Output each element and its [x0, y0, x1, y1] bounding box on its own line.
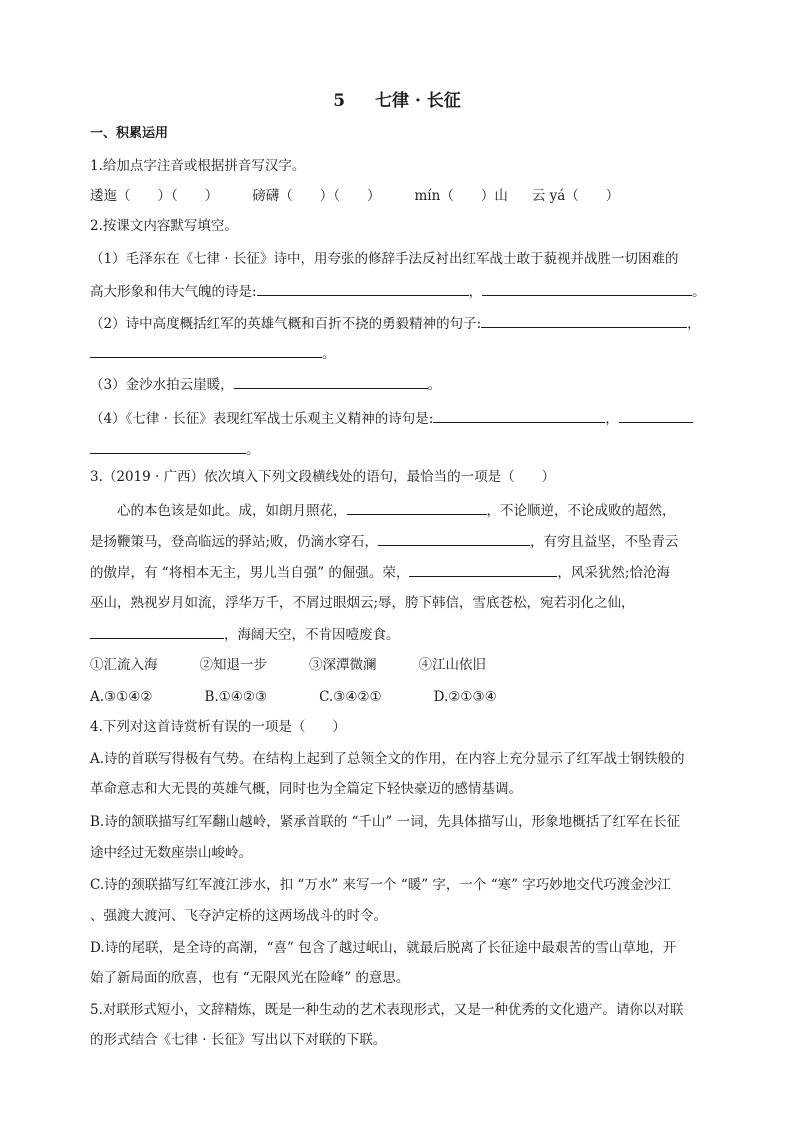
- q2-p2-line2: [90, 343, 710, 364]
- punct: 。: [427, 377, 442, 393]
- option-item: ①汇流入海: [90, 657, 158, 673]
- punct: 。: [692, 284, 706, 300]
- q4-option-b-line2: 途中经过无数座崇山峻岭。: [90, 845, 252, 861]
- q1-item-2: 磅礴（ ）（ ）: [252, 188, 381, 204]
- q3-text: 是扬鞭策马，登高临远的驿站;败，仍滴水穿石，: [90, 534, 379, 550]
- section-heading: 一、积累运用: [90, 126, 169, 141]
- q3-passage-line1: [90, 500, 710, 521]
- q5-stem-line2: 的形式结合《七律 · 长征》写出以下对联的下联。: [90, 1032, 387, 1048]
- q4-option-a-line2: 革命意志和大无畏的英雄气概，同时也为全篇定下轻快豪迈的感情基调。: [90, 781, 522, 797]
- q4-option-b-line1[interactable]: B.诗的颔联描写红军翻山越岭，紧承首联的 “千山” 一词，先具体描写山，形象地概括了红军在长征: [90, 814, 681, 830]
- q5-stem-line1: 5.对联形式短小，文辞精炼，既是一种生动的艺术表现形式，又是一种优秀的文化遗产。请你以对联: [90, 1002, 684, 1018]
- answer-blank[interactable]: [234, 374, 428, 389]
- punct: ，: [468, 284, 483, 300]
- q3-stem: 3.（2019 · 广西）依次填入下列文段横线处的语句，最恰当的一项是（ ）: [90, 469, 556, 485]
- answer-blank[interactable]: [481, 313, 687, 328]
- q3-text: ，海阔天空，不肯因噎废食。: [224, 627, 400, 643]
- punct: ，: [605, 411, 619, 427]
- q1-items: [90, 186, 710, 206]
- punct: 。: [322, 346, 336, 362]
- answer-blank[interactable]: [619, 408, 693, 423]
- option-item: ②知退一步: [199, 657, 267, 673]
- lesson-number: 5: [333, 91, 346, 111]
- q1-item-4: 云 yá（ ）: [531, 188, 620, 204]
- q3-text: ，有穷且益坚，不坠青云: [530, 534, 679, 550]
- choice-b[interactable]: B.①④②③: [204, 689, 268, 705]
- answer-blank[interactable]: [482, 281, 692, 296]
- q1-item-3: mín（ ）山: [414, 188, 508, 204]
- q3-passage-line5: [90, 624, 710, 645]
- q3-text: ，不论顺逆，不论成败的超然，: [486, 503, 676, 519]
- q2-p2-prompt: （2）诗中高度概括红军的英雄气概和百折不挠的勇毅精神的句子:: [90, 316, 482, 332]
- answer-blank[interactable]: [409, 562, 557, 577]
- q4-option-d-line1[interactable]: D.诗的尾联，是全诗的高潮，“喜” 包含了越过岷山，就最后脱离了长征途中最艰苦的雪山草地，开: [90, 940, 677, 956]
- answer-blank[interactable]: [347, 500, 487, 515]
- answer-blank[interactable]: [90, 439, 246, 454]
- answer-blank[interactable]: [257, 281, 469, 296]
- q3-passage-line4: 巫山，熟视岁月如流，浮华万千，不屑过眼烟云;辱，胯下韩信，雪底苍松，宛若羽化之仙，: [90, 595, 635, 611]
- q2-stem: 2.按课文内容默写填空。: [90, 218, 238, 234]
- q2-p1-line2: [90, 281, 710, 302]
- q4-stem: 4.下列对这首诗赏析有误的一项是（ ）: [90, 719, 346, 735]
- q1-stem: 1.给加点字注音或根据拼音写汉字。: [90, 158, 306, 174]
- q2-p4-line2: [90, 439, 710, 460]
- answer-blank[interactable]: [378, 531, 530, 546]
- q2-p3: [90, 374, 710, 395]
- q3-text: 心的本色该是如此。成，如朗月照花，: [90, 503, 347, 519]
- answer-blank[interactable]: [90, 624, 224, 639]
- lesson-title: 七律 · 长征: [375, 91, 461, 111]
- q4-option-c-line1[interactable]: C.诗的颈联描写红军渡江涉水，扣 “万水” 来写一个 “暖” 字，一个 “寒” 字巧妙地交代巧渡金沙江: [90, 877, 671, 893]
- q3-text: ，风采犹然;恰沧海: [557, 565, 670, 581]
- q3-passage-line3: [90, 562, 710, 583]
- q2-p2-line1: [90, 313, 710, 334]
- q4-option-d-line2: 始了新局面的欣喜，也有 “无限风光在险峰” 的意思。: [90, 970, 410, 986]
- option-item: ③深潭微澜: [309, 657, 377, 673]
- q3-options: [90, 655, 710, 675]
- q1-item-1: 逶迤（ ）（ ）: [90, 188, 219, 204]
- q4-option-a-line1[interactable]: A.诗的首联写得极有气势。在结构上起到了总领全文的作用，在内容上充分显示了红军战士钢铁般的: [90, 751, 685, 767]
- choice-c[interactable]: C.③④②①: [319, 689, 382, 705]
- page-title: [0, 86, 794, 111]
- choice-d[interactable]: D.②①③④: [433, 689, 497, 705]
- punct: ，: [687, 316, 701, 332]
- q2-p3-prompt: （3）金沙水拍云崖暖，: [90, 377, 234, 393]
- punct: 。: [246, 442, 260, 458]
- q3-text: 的傲岸，有 “将相本无主，男儿当自强” 的倔强。荣，: [90, 565, 410, 581]
- q2-p1-prompt: 高大形象和伟大气魄的诗是:: [90, 284, 257, 300]
- answer-blank[interactable]: [433, 408, 605, 423]
- choice-a[interactable]: A.③①④②: [90, 689, 153, 705]
- answer-blank[interactable]: [90, 343, 322, 358]
- q2-p4-prompt: （4）《七律 · 长征》表现红军战士乐观主义精神的诗句是:: [90, 411, 434, 427]
- q3-choices: [90, 687, 710, 707]
- q2-p4-line1: [90, 408, 710, 429]
- q2-p1-line1: （1）毛泽东在《七律 · 长征》诗中，用夸张的修辞手法反衬出红军战士敢于藐视并战胜一切困难的: [90, 251, 679, 267]
- option-item: ④江山依旧: [418, 657, 486, 673]
- q3-passage-line2: [90, 531, 710, 552]
- q4-option-c-line2: 、强渡大渡河、飞夺泸定桥的这两场战斗的时令。: [90, 908, 387, 924]
